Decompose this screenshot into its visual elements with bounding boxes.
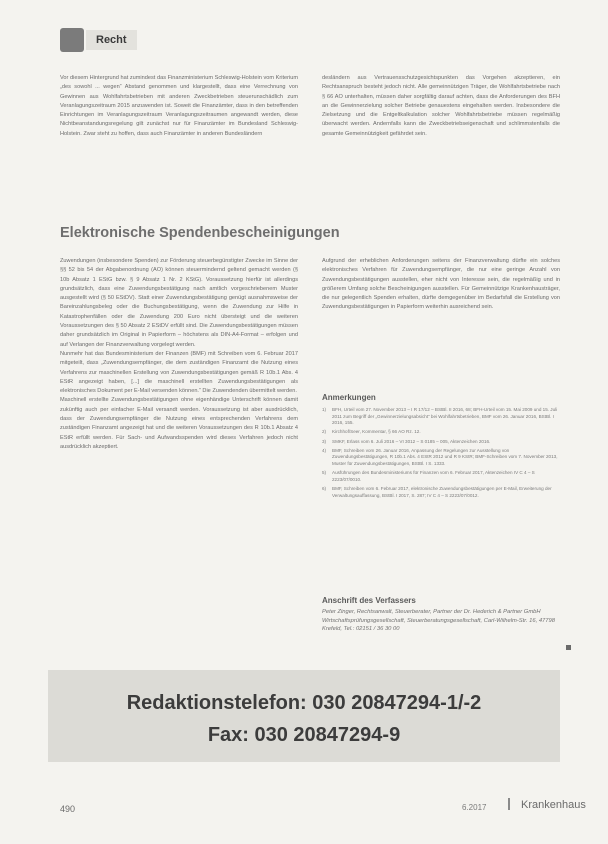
note-number: 1) bbox=[322, 407, 327, 412]
section-label: Recht bbox=[86, 30, 137, 50]
article-paragraph: Aufgrund der erheblichen Anforderungen seitens der Finanzverwaltung dürfte ein solches elektronisches Verfahren für Zuwendungsempfänger, die nur eine geringe Anzahl von Zuwendungsbestätigungen ausstellen, eher nicht von Interesse sein, die regelmäßig und in größerem Umfang solche Bescheinigungen ausstellen. Für Gemeinnützige Krankenhausträger, die nur gelegentlich Spenden erhalten, dürfte demgegenüber im Bedarfsfall die Erstellung von Zuwendungsbestätigungen in Papierform weiterhin ausreichend sein. bbox=[322, 258, 560, 311]
top-right-column bbox=[322, 74, 560, 204]
fax-number: Fax: 030 20847294-9 bbox=[207, 724, 401, 746]
notes-list bbox=[322, 407, 562, 577]
note-item bbox=[322, 448, 562, 468]
note-number: 3) bbox=[322, 438, 327, 444]
note-text: BFH, Urteil vom 27. November 2013 – I R 17/12 – BStBl. II 2016, 68; BFH-Urteil vom 15. Mai 2009 und 15. Juli 2011 zum Begriff der „Gewinnerzielungsabsicht“ bei Wohlfahrtsbetrieben, BMF vom 26. Januar 2016, BStBl. I 2016, 155. bbox=[332, 407, 558, 426]
note-text: Ausführungen des Bundesministeriums für Finanzen vom 6. Februar 2017, Aktenzeichen IV C 4 – S 2223/07/0010. bbox=[332, 470, 535, 482]
section-marker-icon bbox=[60, 28, 84, 52]
editorial-phone: Redaktionstelefon: 030 20847294-1/-2 bbox=[126, 692, 482, 714]
note-text: BMF, Schreiben vom 6. Februar 2017, elektronische Zuwendungsbestätigungen per E-Mail, Erweiterung der Verwaltungsauffassung, BStBl. I 2017, S. 287; IV C 4 – S 2223/07/0012. bbox=[332, 485, 552, 498]
end-square-icon bbox=[566, 645, 571, 650]
note-item bbox=[322, 407, 562, 427]
issue-number: 6.2017 bbox=[462, 803, 487, 812]
notes-title: Anmerkungen bbox=[322, 393, 376, 402]
note-text: BMF, Schreiben vom 26. Januar 2016, Anpassung der Regelungen zur Ausstellung von Zuwendungsbestätigungen, R 10b.1 Abs. 4 EStR 2012 und R 9 KStR; BMF-Schreiben vom 7. November 2013, Muster für Zuwendungsbestätigungen, BStBl. I S. 1333. bbox=[332, 447, 558, 466]
note-item bbox=[322, 439, 562, 446]
brand-name: Krankenhaus bbox=[521, 799, 586, 811]
note-item bbox=[322, 470, 562, 483]
note-item bbox=[322, 429, 562, 436]
article-left-column bbox=[60, 257, 298, 657]
note-number: 6) bbox=[322, 485, 327, 491]
article-paragraph: Zuwendungen (insbesondere Spenden) zur Förderung steuerbegünstigter Zwecke im Sinne der §§ 52 bis 54 der Abgabenordnung (AO) können steuermindernd geltend gemacht werden (§ 10b Absatz 1 EStG bzw. § 9 Absatz 1 Nr. 2 KStG). Voraussetzung hierfür ist allerdings grundsätzlich, dass eine Zuwendungsbestätigung nach amtlich vorgeschriebenem Muster ausgestellt wird (§ 50 EStDV). Statt einer Zuwendungsbestätigung genügt ausnahmsweise der Bareinzahlungsbeleg oder die Buchungsbestätigung, wenn die Zuwendung zur Hilfe in Katastrophenfällen oder die Zuwendung 200 Euro nicht übersteigt und die weiteren Voraussetzungen des § 50 Absatz 2 EStDV erfüllt sind. Die Zuwendungsbestätigungen müssen daher grundsätzlich im Original in Papierform – höchstens als DIN-A4-Format – erfolgen und auf Verlangen der Finanzverwaltung vorgelegt werden. bbox=[60, 258, 298, 348]
note-number: 5) bbox=[322, 470, 327, 476]
note-number: 4) bbox=[322, 447, 327, 453]
author-address: Peter Zinger, Rechtsanwalt, Steuerberater, Partner der Dr. Hederich & Partner GmbH Wirtschaftsprüfungsgesellschaft, Steuerberatungsgesellschaft, Carl-Wilhelm-Str. 16, 47798 Krefeld, Tel.: 02151 / 36 30 00 bbox=[322, 609, 555, 633]
top-left-column bbox=[60, 74, 298, 204]
page-number: 490 bbox=[60, 804, 76, 814]
note-item bbox=[322, 486, 562, 499]
article-paragraph: Maschinell erstellte Zuwendungsbestätigungen ohne eigenhändige Unterschrift können damit zukünftig auch per einfacher E-Mail versandt werden. Voraussetzung ist aber ausdrücklich, dass der Zuwendungsempfänger die Nutzung eines entsprechenden Verfahrens dem zuständigen Finanzamt angezeigt hat und die weiteren Voraussetzungen des R 10b.1 Absatz 4 EStR erfüllt werden. Für Sach- und Aufwandsspenden wird dieses Verfahren jedoch nicht ausdrücklich akzeptiert. bbox=[60, 397, 298, 450]
top-left-text: Vor diesem Hintergrund hat zumindest das Finanzministerium Schleswig-Holstein vom Kriterium „des sowohl ... wegen“ Abstand genommen und klargestellt, dass eine Verrechnung von Gewinnen aus Wohlfahrtsbetrieben mit anderen Zweckbetrieben steuerunschädlich zum Veranlagungszeitraum 2015 anzuwenden ist. Soweit die Finanzämter, dass in den betreffenden Einrichtungen im Veranlagungszeitraum Veranlagungszeitraumen angewandt werden, diese Nichtbeanstandungsregelung gilt zunächst nur für Finanzämter im Bundesland Schleswig-Holstein. Zwar steht zu hoffen, dass auch Finanzämter in anderen Bundesländern bbox=[60, 75, 298, 137]
contact-banner bbox=[48, 670, 560, 762]
top-right-text: desländern aus Vertrauensschutzgesichtspunkten das Vorgehen akzeptieren, ein Rechtsanspruch besteht jedoch nicht. Alle gemeinnützigen Träger, die Wohlfahrtsbetriebe nach § 66 AO unterhalten, müssen daher sorgfältig darauf achten, dass die Anforderungen des BFH an die Gewinnerzielung solcher Betriebe genauestens eingehalten werden. Insbesondere die Zielsetzung und die Entgeltkalkulation solcher Wohlfahrtsbetriebe müssen regelmäßig überwacht werden. Andernfalls kann die Zweckbetriebseigenschaft und schlimmstenfalls die gesamte Gemeinnützigkeit gefährdet sein. bbox=[322, 75, 560, 137]
brand-logo-icon bbox=[508, 798, 518, 810]
article-right-column bbox=[322, 257, 560, 389]
note-number: 2) bbox=[322, 429, 327, 435]
article-title: Elektronische Spendenbescheinigungen bbox=[60, 225, 340, 241]
author-title: Anschrift des Verfassers bbox=[322, 596, 416, 605]
article-paragraph: Nunmehr hat das Bundesministerium der Finanzen (BMF) mit Schreiben vom 6. Februar 2017 mitgeteilt, dass „Zuwendungsempfänger, die dem zuständigen Finanzamt die Nutzung eines Verfahrens zur maschinellen Erstellung von Zuwendungsbestätigungen gemäß R 10b.1 Abs. 4 EStR angezeigt haben, [...] die maschinell erstellten Zuwendungsbestätigungen als elektronisches Dokument per E-Mail versenden können.“ Die Zuwendenden übermittelt werden. bbox=[60, 350, 298, 395]
note-text: Kirchhof/Seer, Kommentar, § 66 AO Rz. 12. bbox=[332, 429, 421, 435]
note-text: SMKF, Erlass vom 6. Juli 2016 – VI 3012 – S 0185 – 005, Aktenzeichen 2016. bbox=[332, 438, 491, 444]
magazine-brand bbox=[508, 798, 586, 811]
